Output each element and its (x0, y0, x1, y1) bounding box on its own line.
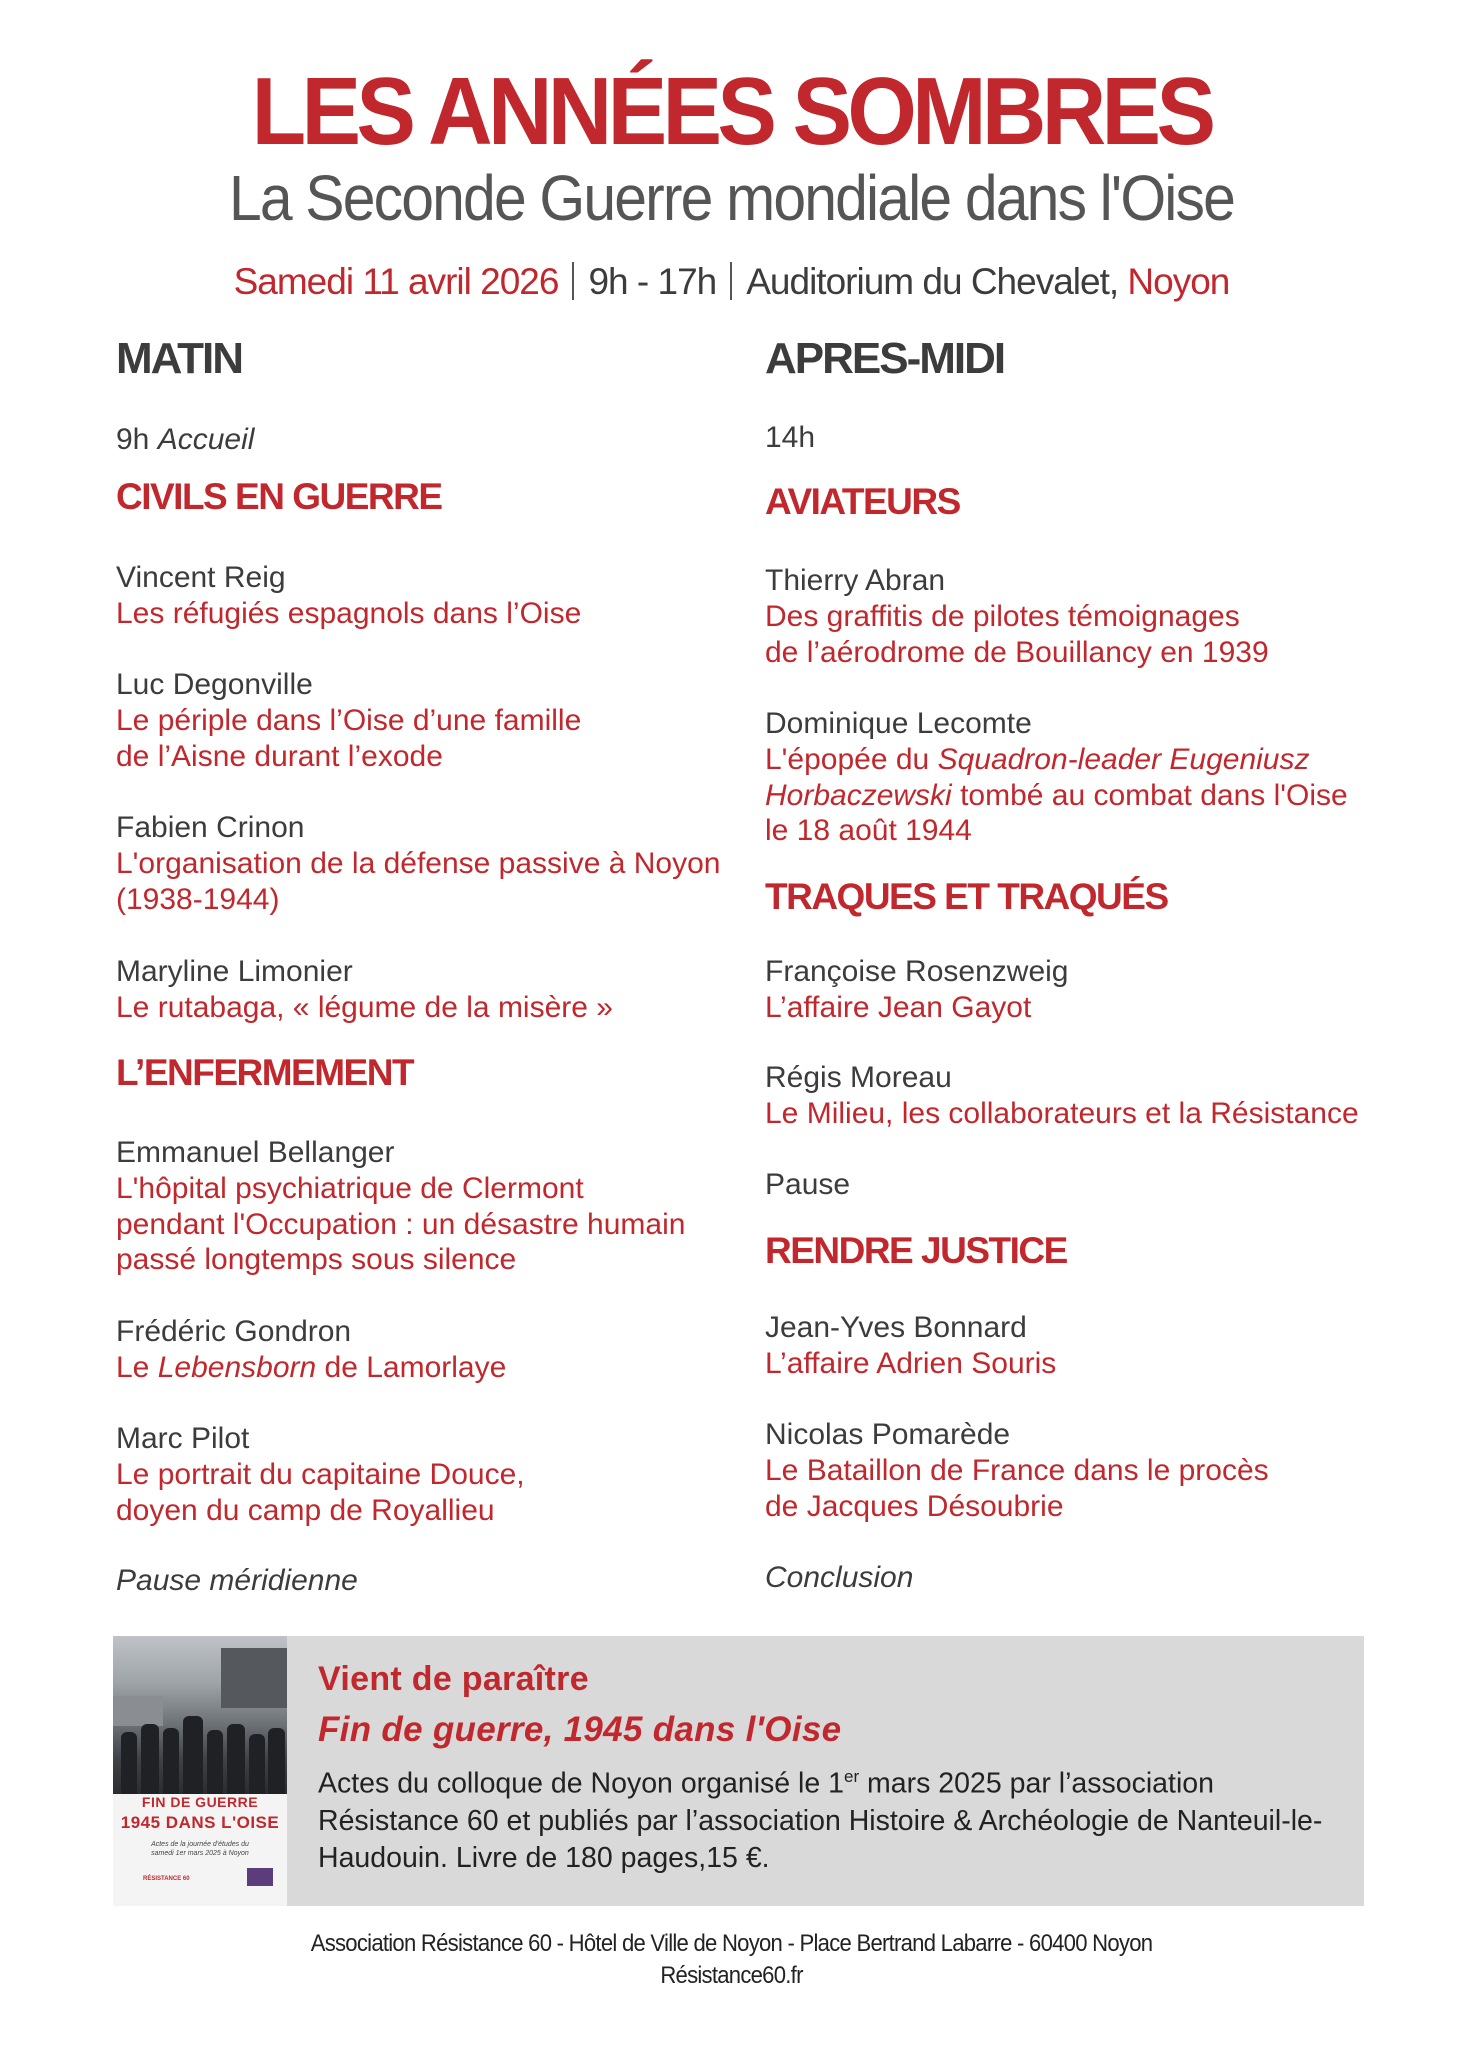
talk-title-line: de Jacques Désoubrie (765, 1489, 1064, 1523)
cover-figure (183, 1716, 203, 1794)
speaker-name: Marc Pilot (116, 1422, 250, 1455)
talk-title-part: Squadron-leader Eugeniusz (937, 743, 1310, 776)
talk-title-part: L'épopée du (765, 743, 938, 776)
talk-title-line: Le périple dans l’Oise d’une famille (116, 704, 582, 737)
talk-title-line (765, 742, 1348, 778)
cover-subtitle-line: samedi 1er mars 2025 à Noyon (151, 1850, 249, 1857)
welcome-time: 9h (116, 423, 158, 456)
talk-title-line: Le portrait du capitaine Douce, (116, 1458, 525, 1491)
event-city: Noyon (1127, 261, 1230, 302)
talk-title-part: tombé au combat dans l'Oise (951, 778, 1348, 812)
speaker-name: Régis Moreau (765, 1061, 952, 1094)
conclusion (765, 1560, 913, 1596)
talk-title (765, 742, 1348, 849)
talk-title: Le rutabaga, « légume de la misère » (116, 991, 613, 1024)
cover-title: FIN DE GUERRE (141, 1794, 259, 1810)
speaker-name: Vincent Reig (116, 561, 286, 594)
cover-subtitle-line: Actes de la journée d'études du (151, 1841, 249, 1848)
cover-figure (249, 1734, 265, 1794)
cover-title: 1945 DANS L'OISE (120, 1813, 280, 1832)
footer-website[interactable]: Résistance60.fr (660, 1962, 803, 1989)
book-description-part: mars 2025 par l’association Résistance 60 et publiés par l’association Histoire & Archéologie de Nanteuil-le-Haudouin. Livre de 180 pages,15 €. (318, 1767, 1323, 1874)
book-description-part: Actes du colloque de Noyon organisé le 1 (318, 1767, 845, 1800)
cover-figure (268, 1728, 285, 1794)
section-heading: AVIATEURS (765, 481, 960, 522)
lunch-break-label: Pause méridienne (116, 1564, 358, 1597)
speaker-name: Jean-Yves Bonnard (765, 1311, 1027, 1344)
talk-title: Le Milieu, les collaborateurs et la Résistance (765, 1097, 1359, 1130)
talk-title-line: L'organisation de la défense passive à Noyon (116, 847, 721, 880)
talk-title-line: de l’aérodrome de Bouillancy en 1939 (765, 635, 1269, 669)
publisher-logo (247, 1868, 273, 1886)
footer (59, 1928, 1405, 1992)
speaker-name: Nicolas Pomarède (765, 1418, 1011, 1451)
talk-title-line: de l’Aisne durant l’exode (116, 739, 443, 773)
talk-title (116, 846, 720, 917)
afternoon-heading: APRES-MIDI (765, 334, 1005, 383)
talk-title-part: Horbaczewski (765, 778, 952, 812)
section-heading: CIVILS EN GUERRE (116, 476, 442, 517)
speaker-name: Maryline Limonier (116, 955, 353, 988)
page-title: LES ANNÉES SOMBRES (251, 58, 1212, 165)
cover-building (221, 1648, 287, 1708)
event-date: Samedi 11 avril 2026 (233, 261, 559, 302)
talk-title (116, 1171, 685, 1278)
lunch-break (116, 1563, 358, 1599)
talk-title (116, 1457, 525, 1528)
talk-title-line: passé longtemps sous silence (116, 1243, 517, 1276)
speaker-name: Françoise Rosenzweig (765, 955, 1069, 988)
talk-title-part: Lebensborn (157, 1351, 317, 1384)
talk-title (765, 599, 1269, 670)
cover-figure (121, 1732, 137, 1794)
speaker-name: Dominique Lecomte (765, 707, 1032, 740)
event-hours: 9h - 17h (588, 261, 717, 302)
talk-title (765, 1453, 1269, 1524)
talk-title: Les réfugiés espagnols dans l’Oise (116, 597, 582, 630)
talk-title: L’affaire Adrien Souris (765, 1347, 1057, 1380)
afternoon-break: Pause (765, 1168, 851, 1201)
event-dateline (0, 258, 1463, 306)
talk-title-line: Des graffitis de pilotes témoignages (765, 600, 1240, 633)
talk-title-line (765, 778, 1348, 814)
speaker-name: Thierry Abran (765, 564, 946, 597)
talk-title: L’affaire Jean Gayot (765, 991, 1032, 1024)
cover-figure (207, 1730, 223, 1794)
speaker-name: Emmanuel Bellanger (116, 1136, 395, 1169)
book-cover-image (113, 1636, 287, 1906)
new-book-panel (113, 1636, 1364, 1906)
divider (730, 262, 732, 300)
speaker-name: Fabien Crinon (116, 811, 305, 844)
talk-title-line: pendant l'Occupation : un désastre humain (116, 1207, 686, 1241)
speaker-name: Frédéric Gondron (116, 1315, 352, 1348)
afternoon-start-time: 14h (765, 421, 816, 454)
event-venue: Auditorium du Chevalet, (746, 261, 1128, 302)
talk-title-line: Le Bataillon de France dans le procès (765, 1454, 1269, 1487)
cover-figure (163, 1728, 179, 1794)
talk-title-line: L'hôpital psychiatrique de Clermont (116, 1172, 584, 1205)
book-title: Fin de guerre, 1945 dans l'Oise (318, 1710, 842, 1749)
conclusion-label: Conclusion (765, 1561, 914, 1594)
talk-title (116, 1350, 506, 1386)
cover-building (113, 1696, 163, 1726)
talk-title-line: (1938-1944) (116, 882, 280, 916)
talk-title (116, 703, 581, 774)
footer-address: Association Résistance 60 - Hôtel de Ville de Noyon - Place Bertrand Labarre - 60400 Noyon (310, 1930, 1153, 1957)
book-description-sup: er (844, 1767, 860, 1786)
cover-figure (141, 1724, 159, 1794)
welcome-line (116, 422, 254, 458)
section-heading: L’ENFERMEMENT (116, 1052, 414, 1093)
talk-title-line: le 18 août 1944 (765, 814, 972, 847)
talk-title-part: de Lamorlaye (316, 1351, 507, 1384)
cover-publisher: RÉSISTANCE 60 (143, 1876, 190, 1882)
welcome-label: Accueil (157, 423, 255, 456)
speaker-name: Luc Degonville (116, 668, 313, 701)
morning-heading: MATIN (116, 334, 243, 383)
cover-subtitle (125, 1840, 275, 1858)
divider (572, 262, 574, 300)
cover-figure (227, 1724, 245, 1794)
cover-photo (113, 1636, 287, 1794)
book-description (318, 1758, 1348, 1877)
talk-title-line: doyen du camp de Royallieu (116, 1493, 495, 1527)
book-kicker: Vient de paraître (318, 1660, 589, 1698)
section-heading: TRAQUES ET TRAQUÉS (765, 876, 1168, 917)
page-subtitle: La Seconde Guerre mondiale dans l'Oise (228, 162, 1235, 234)
talk-title-part: Le (116, 1351, 158, 1384)
section-heading: RENDRE JUSTICE (765, 1230, 1067, 1271)
